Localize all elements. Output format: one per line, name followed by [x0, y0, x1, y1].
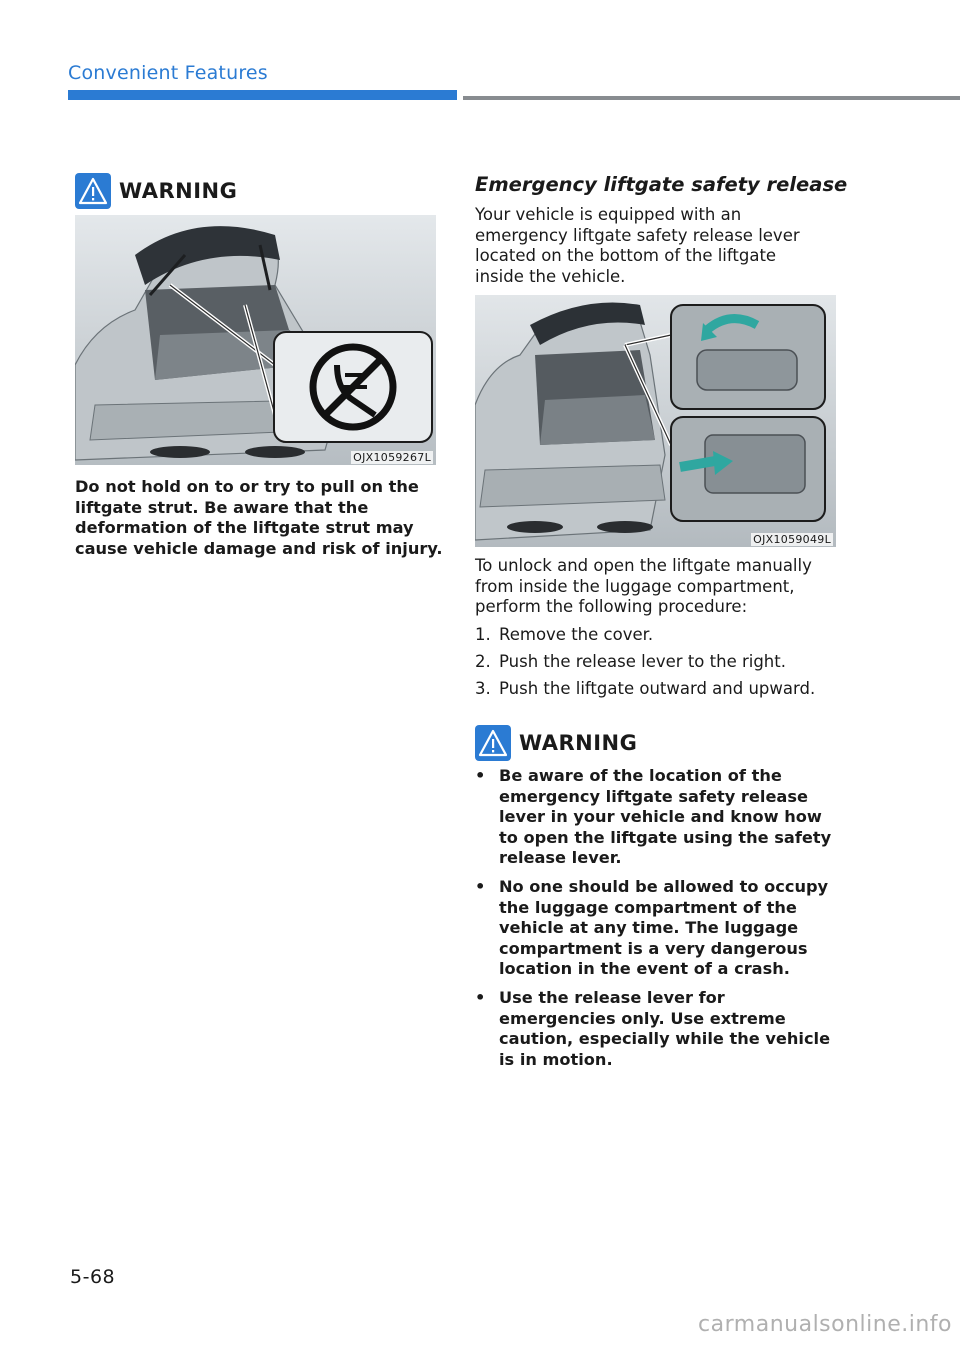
strut-warning-text: Do not hold on to or try to pull on the liftgate strut. Be aware that the deformation of the liftgate strut may cause vehicle damage and risk of injury.: [75, 477, 443, 558]
section-title: Convenient Features: [68, 62, 268, 84]
warning-bullet: [475, 877, 845, 980]
warning-bullet-text: No one should be allowed to occupy the luggage compartment of the vehicle at any time. The luggage compartment is a very dangerous location in the event of a crash.: [499, 877, 829, 978]
warning-triangle-icon: [75, 173, 111, 209]
header-rule-blue: [68, 90, 457, 100]
warning-label: WARNING: [519, 731, 638, 755]
procedure-step: [475, 679, 815, 700]
right-warning-heading: [475, 725, 637, 761]
procedure-step: [475, 625, 653, 646]
left-warning-heading: [75, 173, 237, 209]
step-text: Push the release lever to the right.: [499, 652, 786, 671]
procedure-intro: To unlock and open the liftgate manually from inside the luggage compartment, perform the following procedure:: [475, 556, 812, 616]
bullet-dot: •: [475, 988, 486, 1007]
page-number: 5-68: [70, 1266, 116, 1288]
warning-bullet: [475, 988, 845, 1070]
step-number: 2.: [475, 652, 491, 671]
warning-bullet-text: Use the release lever for emergencies only. Use extreme caution, especially while the vehicle is in motion.: [499, 988, 831, 1069]
step-number: 3.: [475, 679, 491, 698]
figure-code: OJX1059267L: [353, 451, 431, 464]
release-lever-figure: [475, 295, 836, 547]
watermark[interactable]: carmanualsonline.info: [698, 1312, 952, 1337]
procedure-step: [475, 652, 786, 673]
header-rule-grey: [463, 96, 960, 100]
warning-triangle-icon: [475, 725, 511, 761]
warning-bullet-text: Be aware of the location of the emergency liftgate safety release lever in your vehicle and know how to open the liftgate using the safety release lever.: [499, 766, 832, 867]
bullet-dot: •: [475, 877, 486, 896]
step-number: 1.: [475, 625, 491, 644]
warning-bullet: [475, 766, 845, 869]
step-text: Push the liftgate outward and upward.: [499, 679, 816, 698]
step-text: Remove the cover.: [499, 625, 654, 644]
liftgate-strut-figure: [75, 215, 436, 465]
bullet-dot: •: [475, 766, 486, 785]
intro-paragraph: Your vehicle is equipped with an emergency liftgate safety release lever located on the bottom of the liftgate inside the vehicle.: [475, 205, 800, 286]
figure-code: OJX1059049L: [753, 533, 831, 546]
warning-label: WARNING: [119, 179, 238, 203]
section-heading: Emergency liftgate safety release: [475, 173, 848, 196]
